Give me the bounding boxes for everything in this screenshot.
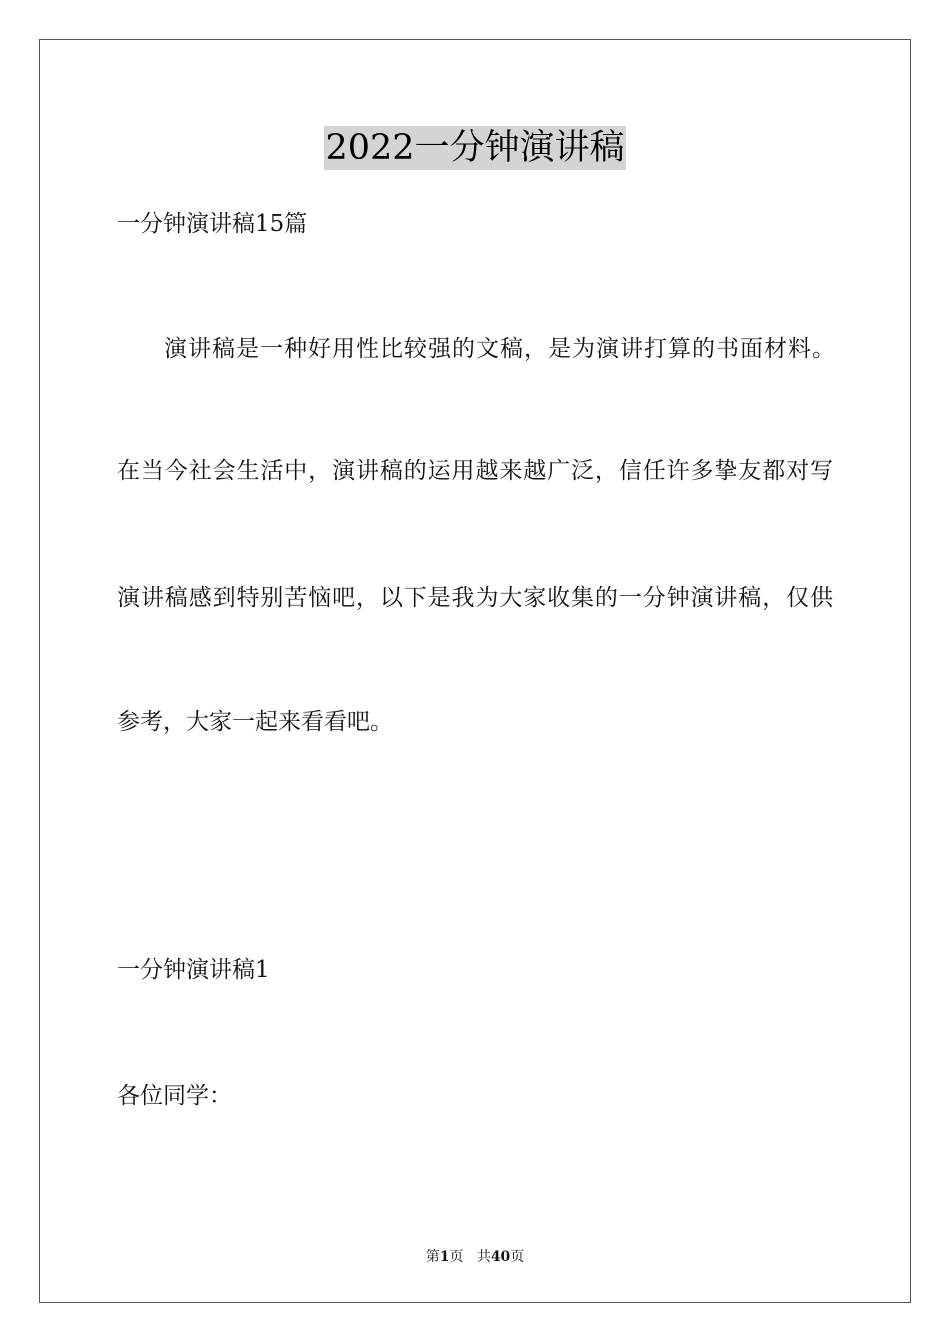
document-title: 2022一分钟演讲稿 [325, 128, 625, 168]
footer-page-suffix: 页 [449, 1249, 464, 1265]
section-heading: 一分钟演讲稿1 [117, 957, 270, 983]
footer-total-suffix: 页 [510, 1249, 525, 1265]
intro-line-2: 在当今社会生活中，演讲稿的运用越来越广泛，信任许多挚友都对写 [117, 458, 833, 484]
footer-total-prefix: 共 [476, 1249, 491, 1265]
document-subtitle: 一分钟演讲稿15篇 [117, 211, 308, 237]
intro-line-1: 演讲稿是一种好用性比较强的文稿，是为演讲打算的书面材料。 [164, 336, 836, 362]
intro-line-4: 参考，大家一起来看看吧。 [117, 709, 393, 735]
footer-page-total: 40 [490, 1249, 511, 1265]
footer-page-prefix: 第 [425, 1249, 440, 1265]
footer-page-current: 1 [439, 1249, 450, 1265]
title-container [0, 126, 950, 170]
salutation: 各位同学： [117, 1083, 232, 1109]
intro-line-3: 演讲稿感到特别苦恼吧，以下是我为大家收集的一分钟演讲稿，仅供 [117, 585, 833, 611]
page-footer [0, 1248, 950, 1266]
